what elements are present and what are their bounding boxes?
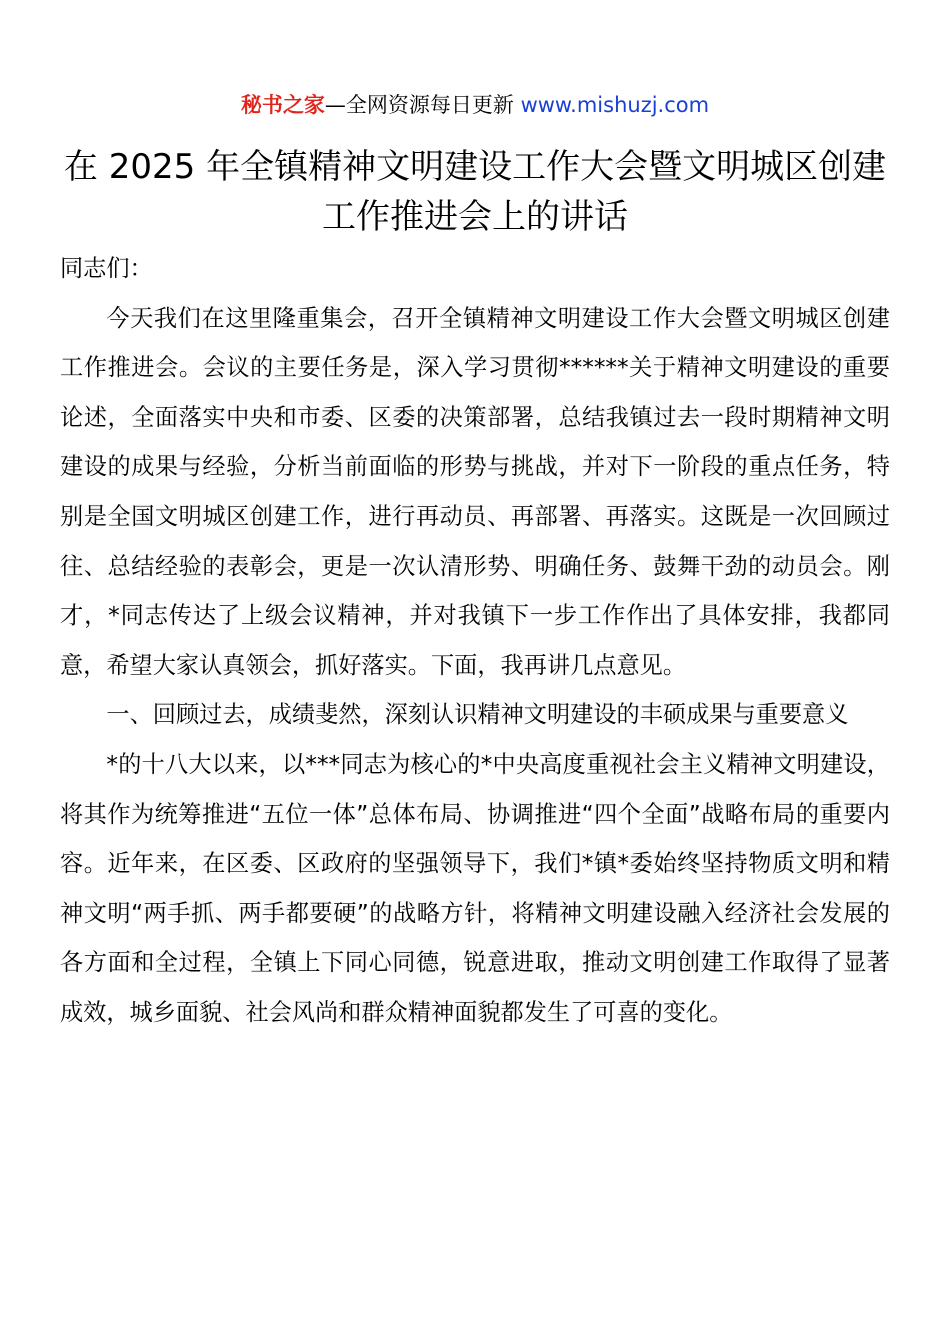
brand-name: 秘书之家 bbox=[240, 93, 325, 117]
site-url-link[interactable]: www.mishuzj.com bbox=[520, 93, 710, 117]
header-tagline: —全网资源每日更新 bbox=[324, 93, 521, 117]
section-heading: 一、回顾过去，成绩斐然，深刻认识精神文明建设的丰硕成果与重要意义 bbox=[106, 701, 849, 729]
document-title: 在 2025 年全镇精神文明建设工作大会暨文明城区创建工作推进会上的讲话 bbox=[63, 147, 887, 237]
site-header bbox=[0, 88, 950, 122]
document-body bbox=[60, 244, 890, 1038]
paragraph: 今天我们在这里隆重集会，召开全镇精神文明建设工作大会暨文明城区创建工作推进会。会议的主要任务是，深入学习贯彻******关于精神文明建设的重要论述，全面落实中央和市委、区委的决策部署，总结我镇过去一段时期精神文明建设的成果与经验，分析当前面临的形势与挑战，并对下一阶段的重点任务，特别是全国文明城区创建工作，进行再动员、再部署、再落实。这既是一次回顾过往、总结经验的表彰会，更是一次认清形势、明确任务、鼓舞干劲的动员会。刚才，*同志传达了上级会议精神，并对我镇下一步工作作出了具体安排，我都同意，希望大家认真领会，抓好落实。下面，我再讲几点意见。 bbox=[60, 304, 890, 679]
salutation: 同志们： bbox=[60, 255, 153, 282]
paragraph: *的十八大以来，以***同志为核心的*中央高度重视社会主义精神文明建设，将其作为统筹推进“五位一体”总体布局、协调推进“四个全面”战略布局的重要内容。近年来，在区委、区政府的坚强领导下，我们*镇*委始终坚持物质文明和精神文明“两手抓、两手都要硬”的战略方针，将精神文明建设融入经济社会发展的各方面和全过程，全镇上下同心同德，锐意进取，推动文明创建工作取得了显著成效，城乡面貌、社会风尚和群众精神面貌都发生了可喜的变化。 bbox=[60, 750, 890, 1026]
